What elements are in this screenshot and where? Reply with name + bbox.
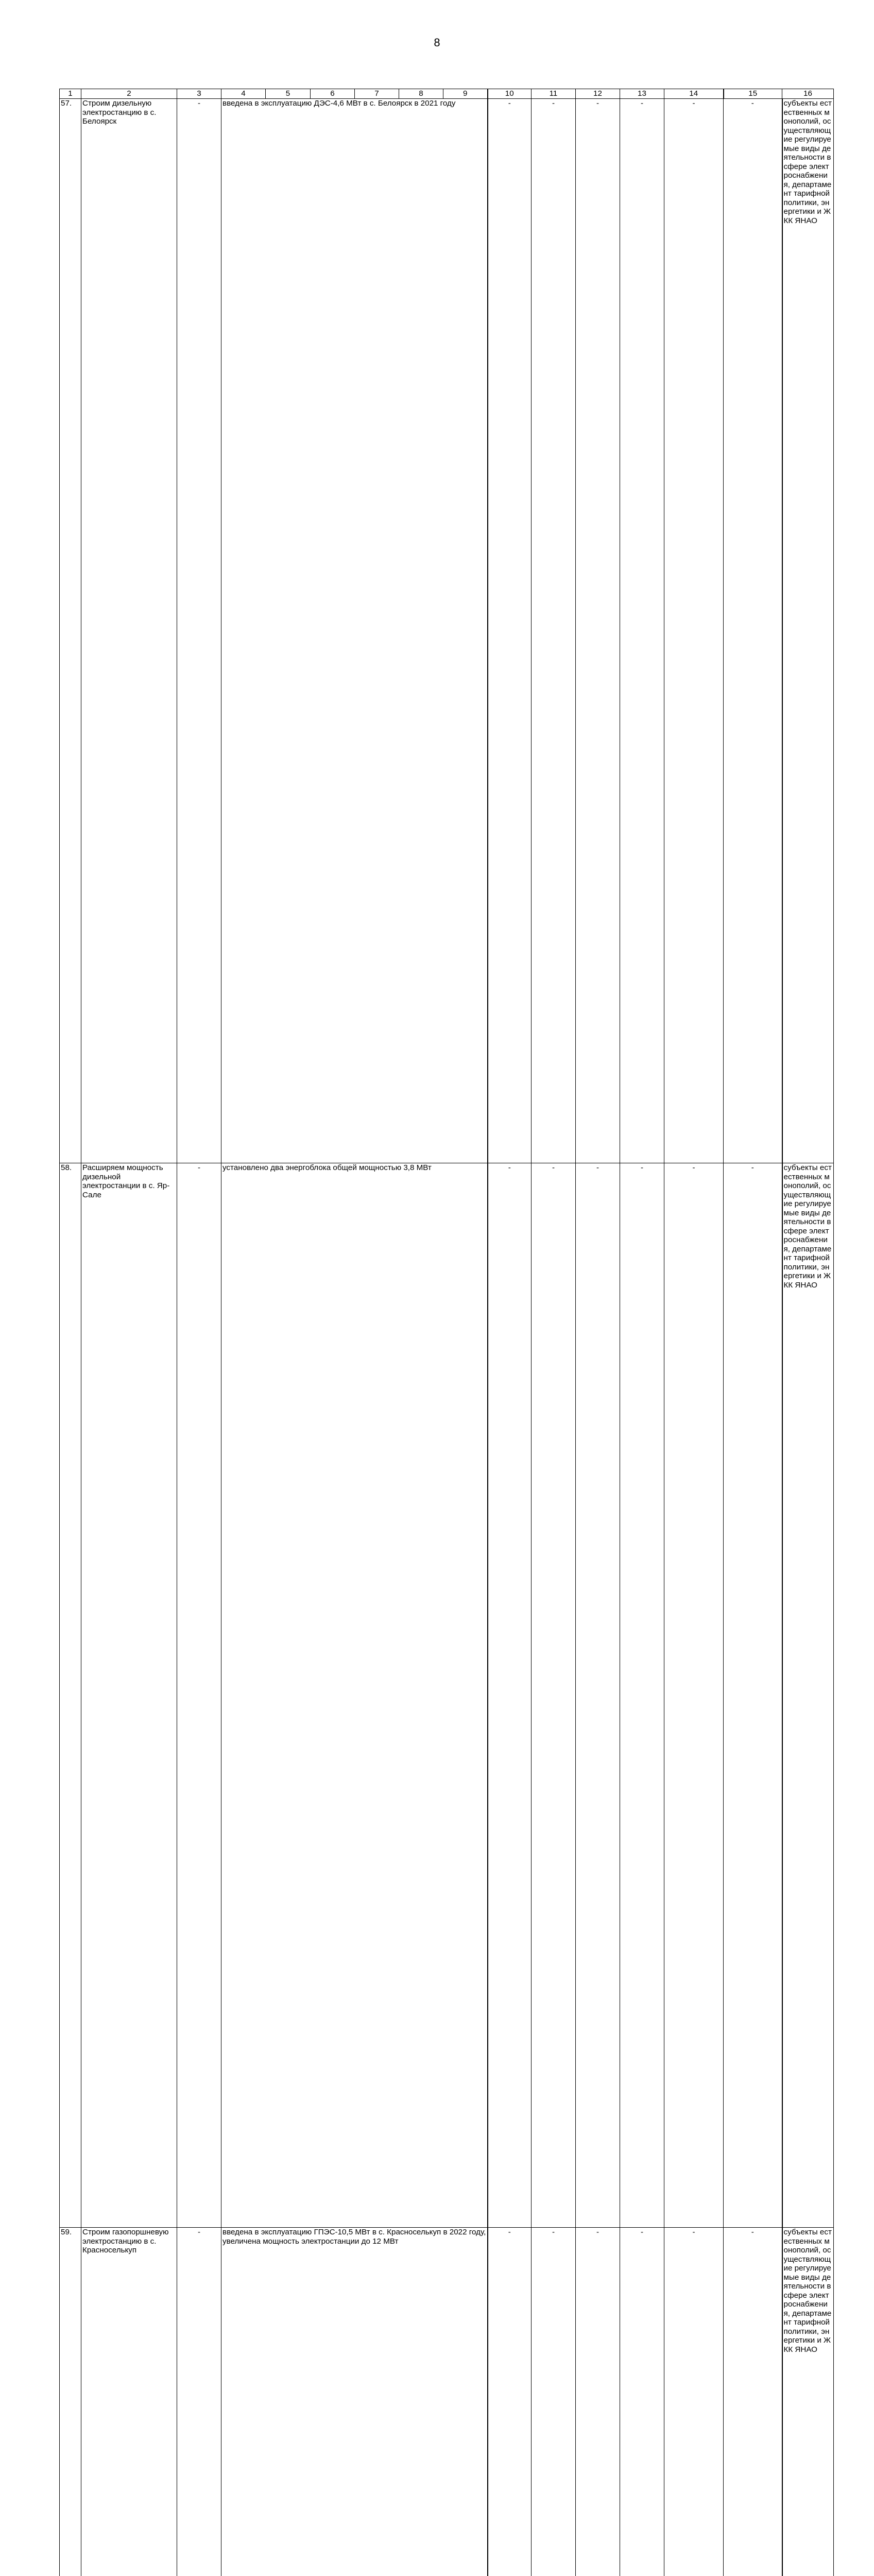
cell-value: - [576,2228,620,2576]
table-row [60,99,834,1163]
cell-value: - [664,99,724,1163]
row-number: 58. [60,1163,81,2228]
measure-name: Расширяем мощность дизельной электростанции в с. Яр-Сале [81,1163,177,2228]
result-description: введена в эксплуатацию ГПЭС-10,5 МВт в с. Красноселькуп в 2022 году, увеличена мощность электростанции до 12 МВт [221,2228,488,2576]
measure-name: Строим газопоршневую электростанцию в с. Красноселькуп [81,2228,177,2576]
row-number: 59. [60,2228,81,2576]
cell-value: - [620,1163,664,2228]
column-number-row [60,89,834,99]
column-header: 8 [399,89,443,99]
cell-value: - [724,1163,782,2228]
row-number: 57. [60,99,81,1163]
cell-value: - [488,99,532,1163]
cell-value: - [488,2228,532,2576]
cell-value: - [177,1163,221,2228]
column-header: 2 [81,89,177,99]
column-header: 10 [488,89,532,99]
cell-value: - [532,99,576,1163]
cell-value: - [177,2228,221,2576]
column-header: 16 [782,89,834,99]
column-header: 3 [177,89,221,99]
executors: субъекты естественных монополий, осуществляющие регулируемые виды деятельности в сфере электроснабжения, департамент тарифной политики, энергетики и ЖКК ЯНАО [782,1163,834,2228]
cell-value: - [576,99,620,1163]
cell-value: - [664,2228,724,2576]
cell-value: - [724,99,782,1163]
cell-value: - [177,99,221,1163]
executors: субъекты естественных монополий, осуществляющие регулируемые виды деятельности в сфере электроснабжения, департамент тарифной политики, энергетики и ЖКК ЯНАО [782,99,834,1163]
result-description: установлено два энергоблока общей мощностью 3,8 МВт [221,1163,488,2228]
cell-value: - [532,1163,576,2228]
table-row [60,1163,834,2228]
column-header: 4 [221,89,266,99]
page-number: 8 [0,36,874,49]
cell-value: - [620,2228,664,2576]
cell-value: - [576,1163,620,2228]
column-header: 7 [355,89,399,99]
column-header: 5 [266,89,311,99]
table-row [60,2228,834,2576]
column-header: 6 [311,89,355,99]
cell-value: - [664,1163,724,2228]
column-header: 12 [576,89,620,99]
measure-name: Строим дизельную электростанцию в с. Белоярск [81,99,177,1163]
cell-value: - [488,1163,532,2228]
column-header: 9 [443,89,488,99]
column-header: 13 [620,89,664,99]
column-header: 1 [60,89,81,99]
cell-value: - [532,2228,576,2576]
cell-value: - [620,99,664,1163]
executors: субъекты естественных монополий, осуществляющие регулируемые виды деятельности в сфере электроснабжения, департамент тарифной политики, энергетики и ЖКК ЯНАО [782,2228,834,2576]
cell-value: - [724,2228,782,2576]
column-header: 14 [664,89,724,99]
column-header: 11 [532,89,576,99]
program-table [59,89,834,2576]
column-header: 15 [724,89,782,99]
result-description: введена в эксплуатацию ДЭС-4,6 МВт в с. Белоярск в 2021 году [221,99,488,1163]
